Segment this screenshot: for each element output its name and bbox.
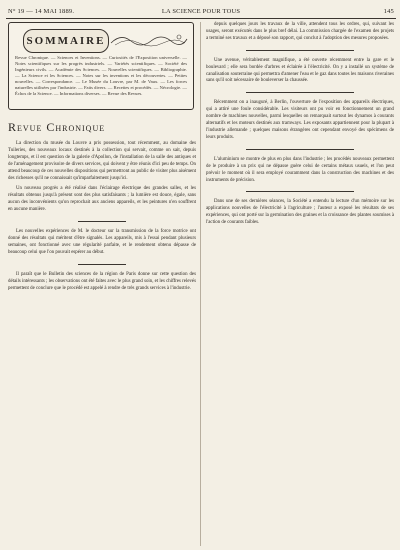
article-paragraph: La direction du musée du Louvre a pris possession, tout récemment, au domaine des Tuileries, des nouveaux locaux destinés à la collection qui servait, comme on sait, depuis longtemps, et il est question de la galerie d'Apollon, de l'installation de la salle des antiques et de l'aménagement provisoire de divers services, qui doivent y être réunis d'ici peu de temps. On attend beaucoup de ces nouvelles dispositions qui permettront au public de visiter plus aisément des richesses qu'il ne connaissait qu'imparfaitement jusqu'ici.: [8, 141, 196, 181]
ornament-icon: [109, 31, 189, 51]
newspaper-page: [6, 6, 396, 546]
page-header: [6, 6, 396, 19]
article-paragraph: L'aluminium se montre de plus en plus dans l'industrie ; les procédés nouveaux permettent de le produire à un prix qui ne dépasse guère celui de certains métaux usuels, et l'on peut prévoir le moment où il sera employé couramment dans la construction des machines et des instruments de précision.: [206, 156, 394, 183]
separator-rule: [246, 149, 354, 150]
article-paragraph: Il paraît que le Bulletin des sciences de la région de Paris donne sur cette question des détails intéressants ; les observations ont été faites avec le plus grand soin, et les chiffres relevés permettent de conclure que le procédé est appelé à rendre de très grands services à l'industrie.: [8, 271, 197, 291]
separator-rule: [246, 191, 354, 192]
issue-number: N° 19 — 14 MAI 1889.: [8, 8, 75, 15]
revue-chronique-heading: Revue Chronique: [8, 120, 106, 134]
sommaire-contents: Revue Chronique. — Sciences et Inventions. — Curiosités de l'Exposition universelle. — Notes scientifiques sur les progrès industriels. — Variétés scientifiques. — Société des Ingénieurs civils. — Académie des Sciences. — Nouvelles scientifiques. — Bibliographie. — La Science et les Sciences. — Notes sur les inventions et les découvertes. — Petites nouvelles. — Correspondance. — Le Musée du Louvre, par M. de Vaux. — Les forces naturelles utilisées par l'industrie. — Faits divers. — Recettes et procédés. — Nécrologie. — Échos de la Science. — Informations diverses. — Revue des Revues.: [15, 55, 187, 96]
article-paragraph: Dans une de ses dernières séances, la Société a entendu la lecture d'un mémoire sur les applications nouvelles de l'électricité à l'agriculture ; l'auteur a exposé les résultats de ses expériences, qui ont porté sur la germination des graines et la croissance des plantes soumises à l'action de courants faibles.: [206, 199, 394, 226]
left-column: [8, 22, 196, 296]
sommaire-box: [8, 22, 194, 110]
separator-rule: [246, 92, 354, 93]
separator-rule: [78, 221, 126, 222]
journal-title: LA SCIENCE POUR TOUS: [161, 8, 241, 15]
article-paragraph: Récemment on a inauguré, à Berlin, l'ouverture de l'exposition des appareils électriques, qui a attiré une foule considérable. Les visiteurs ont pu voir en fonctionnement un grand nombre de machines nouvelles, parmi lesquelles on remarquait surtout les dynamos à courants alternatifs et les moteurs destinés aux tramways. Les exposants appartiennent pour la plupart à l'industrie allemande ; quelques maisons étrangères ont cependant envoyé des spécimens de leurs produits.: [206, 100, 394, 140]
separator-rule: [78, 264, 126, 265]
article-paragraph: Une avenue, véritablement magnifique, a été ouverte récemment entre la gare et le boulevard ; elle sera bordée d'arbres et éclairée à l'électricité. On y a installé un système de canalisation souterraine qui permettra d'amener l'eau et le gaz dans toutes les maisons riveraines sans qu'il soit nécessaire de bouleverser la chaussée.: [206, 57, 394, 84]
article-paragraph: Un nouveau progrès a été réalisé dans l'éclairage électrique des grandes salles, et les résultats obtenus jusqu'à présent sont des plus satisfaisants ; la lumière est douce, égale, sans aucun des inconvénients qu'on reprochait aux anciens appareils, et les peintures n'en souffrent en aucune manière.: [8, 186, 196, 213]
sommaire-title: SOMMAIRE: [23, 29, 109, 53]
page-number: 145: [383, 8, 394, 15]
separator-rule: [246, 50, 354, 51]
article-paragraph: Les nouvelles expériences de M. le docteur sur la transmission de la force motrice ont donné des résultats qui méritent d'être signalés. Les appareils, mis à l'essai pendant plusieurs semaines, ont fonctionné avec une régularité parfaite, et le rendement obtenu dépasse de beaucoup celui que l'on pouvait espérer au début.: [8, 229, 196, 255]
article-paragraph: depuis quelques jours les travaux de la ville, attendent tous les ordres, qui, suivant les usages, seront exécutés dans le plus bref délai. La commission chargée de l'examen des projets a terminé ses travaux et a déposé son rapport, qui conclut à l'adoption des mesures proposées.: [206, 22, 394, 41]
right-column: [206, 22, 394, 231]
column-divider: [200, 22, 201, 546]
